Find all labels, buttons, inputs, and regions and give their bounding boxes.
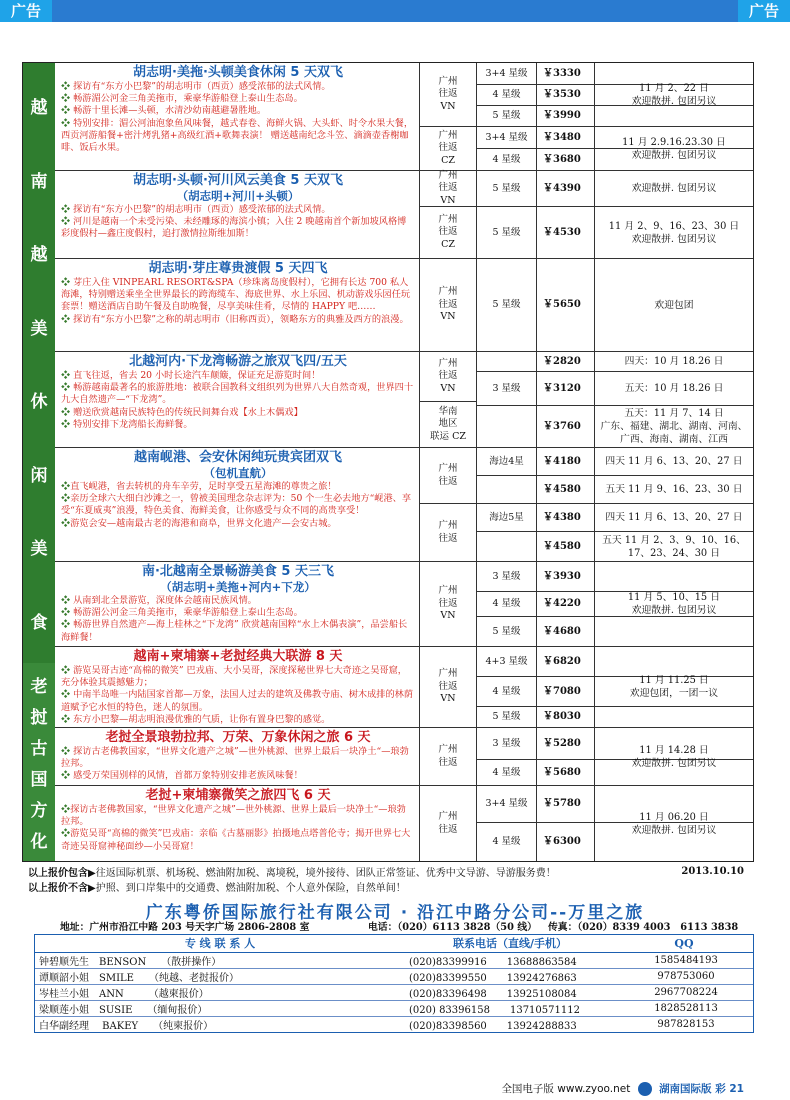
region-laos: 老 挝 古 国 方 化 <box>23 663 55 861</box>
contact-row: 岑桂兰小姐 ANN （越柬报价） (020)83396498 13925108084 2967708224 <box>35 984 753 1000</box>
top-ad-bar <box>0 0 790 22</box>
date-cell: 11 月 2、9、16、23、30 日 欢迎散拼. 包团另议 <box>595 207 753 259</box>
bullet: ❖ 畅游十里长滩—头顿，水清沙幼南越避暑胜地。 <box>61 105 267 117</box>
price-row: 3+4 星级 ￥3480 <box>477 127 753 149</box>
route-cell: 广州 往返 VN <box>420 352 477 402</box>
contact-row: 梁顺莲小姐 SUSIE （缅甸报价） (020) 83396158 13710571112 1828528113 <box>35 1000 753 1016</box>
price-row: 4 星级 ￥6300 <box>477 823 753 861</box>
date-cell: 四天：10 月 18.26 日 <box>595 352 753 372</box>
route-cell: 广州 往返 VN <box>420 63 477 127</box>
package-title: 越南+柬埔寨+老挝经典大联游 8 天 <box>133 649 343 664</box>
price-row: 3+4 星级 ￥5780 <box>477 786 753 823</box>
bullet: ❖ 东方小巴黎—胡志明浪漫优雅的气质，让你有置身巴黎的感觉。 <box>61 713 331 725</box>
date-cell: 五天：11 月 7、14 日 广东、福建、湖北、湖南、河南、广西、海南、湖南、江西 <box>595 406 753 448</box>
bullet: ❖ 感受万荣国别样的风情，首都万象特别安排老族风味餐！ <box>61 770 303 782</box>
bullet: ❖ 探访有“东方小巴黎”的胡志明市（西贡）感受浓郁的法式风情。 <box>61 81 331 92</box>
issue-date: 2013.10.10 <box>681 866 744 877</box>
footer-edition: 湖南国际版 彩 21 <box>659 1083 744 1095</box>
date-cell: 五天：10 月 18.26 日 <box>595 372 753 406</box>
bullet: ❖ 从南到北全景游览，深度体会越南民族风情。 <box>61 595 257 606</box>
package-title: 南·北越南全景畅游美食 5 天三飞 <box>141 564 335 579</box>
price-row: 4 星级 ￥4220 <box>477 592 753 617</box>
package-title: 北越河内·下龙湾畅游之旅双飞四/五天 <box>129 354 347 369</box>
price-row: 3 星级 ￥3120 <box>477 372 753 406</box>
package-subtitle: （胡志明+美拖+河内+下龙） <box>160 580 316 594</box>
price-row: 5 星级 ￥4680 <box>477 617 753 647</box>
route-cell: 广州 往返 <box>420 786 477 861</box>
footer-site: 全国电子版 www.zyoo.net <box>501 1083 631 1095</box>
route-cell: 广州 往返 VN <box>420 647 477 728</box>
price-table <box>22 62 754 862</box>
company-phone: 电话：（020）6113 3828（50 线） <box>368 922 537 933</box>
route-cell: 广州 往返 <box>420 448 477 504</box>
bullet: ❖游览吴哥“高棉的微笑”巴戎庙：亲临《古墓丽影》拍摄地点塔普伦寺；揭开世界七大奇迹吴哥窟神秘面纱—小吴哥窟！ <box>61 828 411 852</box>
date-cell: 四天 11 月 6、13、20、27 日 <box>595 504 753 532</box>
bullet: ❖ 畅游世界自然遗产—海上桂林之“下龙湾” 欣赏越南国粹“水上木偶表演”，品尝船长海鲜餐！ <box>61 619 408 643</box>
price-row: ￥3760 <box>477 406 753 448</box>
price-row: 3+4 星级 ￥3330 <box>477 63 753 85</box>
route-cell: 广州 往返 CZ <box>420 127 477 171</box>
company-name: 广东粤侨国际旅行社有限公司 · 沿江中路分公司--万里之旅 <box>145 903 645 923</box>
date-cell: 11 月 11.25 日 欢迎包团，一团一议 <box>595 647 753 728</box>
bullet: ❖ 探访古老佛教国家，“世界文化遗产之城”—世外桃源、世界上最后一块净土“—琅勃拉邦。 <box>61 746 409 770</box>
page-footer <box>501 1081 744 1096</box>
region-sidebar <box>23 63 55 861</box>
price-row: 5 星级 ￥5650 <box>477 259 753 352</box>
price-notes: 以上报价包含▶往返国际机票、机场税、燃油附加税、离境税，境外接待、团队正常签证、优秀中文导游、导游服务费！ 以上报价不含▶护照、到口岸集中的交通费、燃油附加税、个人意外保险，自然单间！ <box>28 868 556 894</box>
route-cell: 广州 往返 VN <box>420 259 477 352</box>
date-cell: 欢迎包团 <box>595 259 753 352</box>
route-cell: 广州 往返 VN <box>420 562 477 647</box>
bullet: ❖ 特别安排下龙湾船长海鲜餐。 <box>61 418 193 430</box>
price-row: ￥4580 <box>477 532 753 562</box>
date-cell: 四天 11 月 6、13、20、27 日 <box>595 448 753 476</box>
bullet: ❖ 探访有“东方小巴黎”的胡志明市（西贡）感受浓郁的法式风情。 <box>61 204 331 215</box>
package-description <box>55 63 420 170</box>
price-grid <box>430 63 753 861</box>
route-cell: 广州 往返 VN <box>420 171 477 207</box>
package-title: 老挝+柬埔寨微笑之旅四飞 6 天 <box>145 788 331 803</box>
package-subtitle: （包机直航） <box>203 466 273 480</box>
date-cell: 11 月 2.9.16.23.30 日 欢迎散拼. 包团另议 <box>595 127 753 171</box>
package-title: 胡志明·头顿·河川风云美食 5 天双飞 <box>133 173 343 188</box>
price-row: ￥4580 <box>477 476 753 504</box>
price-row: 4 星级 ￥3680 <box>477 149 753 171</box>
date-cell: 欢迎散拼. 包团另议 <box>595 171 753 207</box>
bullet: ❖ 芽庄入住 VINPEARL RESORT&SPA（珍珠离岛度假村），它拥有长达 700 私人海滩，特别赠送乘坐全世界最长的跨海缆车、海底世界、水上乐园、机动游戏乐园任玩套票！赠送酒店自助午餐及自助晚餐，尽享美味佳肴，尽情的 HAPPY 吧…… <box>61 277 411 313</box>
price-row: ￥2820 <box>477 352 753 372</box>
contact-row: 钟碧顺先生 BENSON （散拼操作） (020)83399916 13688863584 1585484193 <box>35 952 753 968</box>
company-fax: 传真：（020）8339 4003 6113 3838 <box>548 922 739 933</box>
package-title: 老挝全景琅勃拉邦、万荣、万象休闲之旅 6 天 <box>105 730 371 745</box>
ad-label-right: 广告 <box>738 0 790 22</box>
price-row: 5 星级 ￥8030 <box>477 707 753 728</box>
price-row: 5 星级 ￥4530 <box>477 207 753 259</box>
contacts-table: 专 线 联 系 人 联系电话（直线/手机） QQ 钟碧顺先生 BENSON （散拼操作） (020)83399916 13688863584 1585484193 谭顺韶小姐 SMILE （纯越、老挝报价） (020)83399550 13924276863 978753060 岑桂兰小姐 ANN （越柬报价） (020)83396498 13925108084 2967708224 梁顺莲小姐 SUSIE （缅甸报价） (020) 83396158 13710571112 1828528113 白华副经理 BAKEY （纯柬报价） (020)83398560 13924288833 987828153 <box>34 934 754 1033</box>
price-row: 4+3 星级 ￥6820 <box>477 647 753 677</box>
bullet: ❖ 中南半岛唯一内陆国家首都—万象，法国人过去的建筑及佛教寺庙、树木成排的林荫道赋予它水恒的特色，迷人的氛围。 <box>61 689 414 713</box>
bullet: ❖ 畅游湄公河金三角美拖市，乘豪华游船登上泰山生态岛。 <box>61 607 303 619</box>
route-cell: 广州 往返 <box>420 728 477 786</box>
package-title: 胡志明·美拖·头顿美食休闲 5 天双飞 <box>133 65 343 80</box>
date-cell: 11 月 2、22 日 欢迎散拼. 包团另议 <box>595 63 753 127</box>
bullet: ❖亲历全球六大细白沙滩之一，曾被美国理念杂志评为：50 个一生必去地方“岘港、享受“东夏威夷”浪漫，特色美食、海鲜美食，让你感受与众不同的高贵享受！ <box>61 493 412 517</box>
date-cell: 11 月 5、10、15 日 欢迎散拼. 包团另议 <box>595 562 753 647</box>
bullet: ❖ 河川是越南一个未受污染、未经雕琢的海滨小镇；入住 2 晚越南首个新加坡风格博彩度假村—鑫庄度假村，追打激情拉斯维加斯！ <box>61 216 407 240</box>
date-cell: 五天 11 月 2、3、9、10、16、17、23、24、30 日 <box>595 532 753 562</box>
bullet: ❖ 赠送欣赏越南民族特色的传统民间舞台戏【水上木偶戏】 <box>61 406 303 418</box>
price-row: 3 星级 ￥3930 <box>477 562 753 592</box>
company-address: 地址：广州市沿江中路 203 号天字广场 2806-2808 室 <box>60 922 310 933</box>
bullet: ❖ 畅游湄公河金三角美拖市，乘豪华游船登上泰山生态岛。 <box>61 93 303 105</box>
price-row: 4 星级 ￥3530 <box>477 85 753 106</box>
bullet: ❖ 直飞往返，省去 20 小时长途汽车颠簸，保证充足游览时间！ <box>61 370 321 381</box>
date-cell: 11 月 14.28 日 欢迎散拼. 包团另议 <box>595 728 753 786</box>
globe-icon <box>638 1082 652 1096</box>
price-row: 海边5星 ￥4380 <box>477 504 753 532</box>
price-row: 5 星级 ￥3990 <box>477 106 753 127</box>
price-row: 3 星级 ￥5280 <box>477 728 753 760</box>
package-title: 胡志明·芽庄尊贵渡假 5 天四飞 <box>148 261 328 276</box>
contact-row: 白华副经理 BAKEY （纯柬报价） (020)83398560 13924288833 987828153 <box>39 1018 715 1032</box>
date-cell: 11 月 06.20 日 欢迎散拼. 包团另议 <box>631 811 717 836</box>
route-cell: 广州 往返 CZ <box>420 207 477 259</box>
contact-row: 谭顺韶小姐 SMILE （纯越、老挝报价） (020)83399550 13924276863 978753060 <box>35 968 753 984</box>
ad-label-left: 广告 <box>0 0 52 22</box>
bullet: ❖ 特别安排：湄公河油泡象鱼风味餐，越式春卷、海鲜火锅、大头虾、时令水果大餐，西贡河游船餐+密汁烤乳猪+高级红酒+歌舞表演！ 赠送越南纪念斗笠、滴滴壶香榭咖啡、饭后水果。 <box>61 117 414 154</box>
bullet: ❖直飞岘港，省去转机的舟车辛劳，足时享受五星海滩的尊贵之旅！ <box>61 481 337 492</box>
region-vietnam: 越 南 越 美 休 闲 美 食 <box>23 63 55 663</box>
route-cell: 广州 往返 <box>420 504 477 562</box>
bullet: ❖ 探访有“东方小巴黎”之称的胡志明市（旧称西贡），领略东方的典雅及西方的浪漫。 <box>61 313 409 325</box>
price-row: 海边4星 ￥4180 <box>477 448 753 476</box>
price-row: 5 星级 ￥4390 <box>477 171 753 207</box>
bullet: ❖游览会安—越南最古老的海港和商阜，世界文化遗产—会安古城。 <box>61 517 337 529</box>
bullet: ❖ 游览吴哥古迹“高棉的微笑” 巴戎庙、大小吴哥，深度探秘世界七大奇迹之吴哥窟，充分体验其震撼魅力； <box>61 665 407 689</box>
package-title: 越南岘港、会安休闲纯玩贵宾团双飞 <box>133 450 342 465</box>
price-row: 4 星级 ￥7080 <box>477 677 753 707</box>
price-row: 4 星级 ￥5680 <box>477 760 753 786</box>
bullet: ❖探访古老佛教国家，“世界文化遗产之城”—世外桃源、世界上最后一块净土“—琅勃拉邦。 <box>61 804 406 828</box>
route-cell: 华南 地区 联运 CZ <box>420 402 477 448</box>
date-cell: 五天 11 月 9、16、23、30 日 <box>595 476 753 504</box>
package-subtitle: （胡志明+河川+头顿） <box>176 189 300 203</box>
bullet: ❖ 畅游越南最著名的旅游胜地：被联合国教科文组织列为世界八大自然奇观，世界四十九大自然遗产—“下龙湾”。 <box>61 382 414 406</box>
